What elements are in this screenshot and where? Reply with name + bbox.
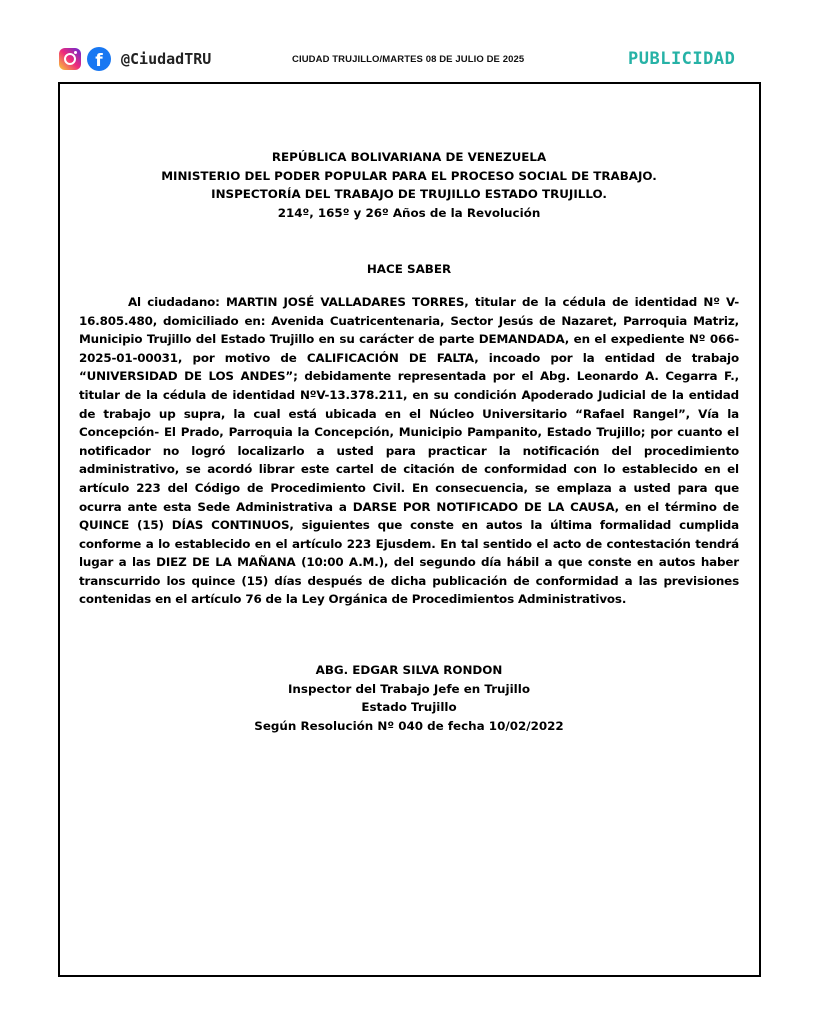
heading-line-ministry: MINISTERIO DEL PODER POPULAR PARA EL PROCESO SOCIAL DE TRABAJO. bbox=[161, 168, 657, 183]
hace-saber-title: HACE SABER bbox=[366, 262, 452, 277]
page-header bbox=[0, 0, 819, 82]
facebook-icon[interactable]: f bbox=[87, 47, 111, 71]
signature-title: Inspector del Trabajo Jefe en Trujillo bbox=[288, 681, 530, 696]
heading-line-years: 214º, 165º y 26º Años de la Revolución bbox=[277, 205, 541, 220]
instagram-icon[interactable] bbox=[59, 48, 81, 70]
notice-heading bbox=[79, 148, 739, 222]
signature-block bbox=[79, 661, 739, 735]
signature-name: ABG. EDGAR SILVA RONDON bbox=[315, 663, 503, 678]
dateline: CIUDAD TRUJILLO/MARTES 08 DE JULIO DE 2025 bbox=[292, 54, 525, 65]
heading-line-republic: REPÚBLICA BOLIVARIANA DE VENEZUELA bbox=[271, 150, 547, 164]
social-handle[interactable]: @CiudadTRU bbox=[121, 50, 212, 68]
heading-line-inspectorate: INSPECTORÍA DEL TRABAJO DE TRUJILLO ESTADO TRUJILLO. bbox=[211, 187, 607, 202]
notice-body: Al ciudadano: MARTIN JOSÉ VALLADARES TORRES, titular de la cédula de identidad Nº V-16.805.480, domiciliado en: Avenida Cuatricentenaria, Sector Jesús de Nazaret, Parroquia Matriz, Municipio Trujillo del Estado Trujillo en su carácter de parte DEMANDADA, en el expediente Nº 066-2025-01-00031, por motivo de CALIFICACIÓN DE FALTA, incoado por la entidad de trabajo “UNIVERSIDAD DE LOS ANDES”; debidamente representada por el Abg. Leonardo A. Cegarra F., titular de la cédula de identidad NºV-13.378.211, en su condición Apoderado Judicial de la entidad de trabajo up supra, la cual está ubicada en el Núcleo Universitario “Rafael Rangel”, Vía la Concepción- El Prado, Parroquia la Concepción, Municipio Pampanito, Estado Trujillo; por cuanto el notificador no logró localizarlo a usted para practicar la notificación del procedimiento administrativo, se acordó librar este cartel de citación de conformidad con lo establecido en el artículo 223 del Código de Procedimiento Civil. En consecuencia, se emplaza a usted para que ocurra ante esta Sede Administrativa a DARSE POR NOTIFICADO DE LA CAUSA, en el término de QUINCE (15) DÍAS CONTINUOS, siguientes que conste en autos la última formalidad cumplida conforme a lo establecido en el artículo 223 Ejusdem. En tal sentido el acto de contestación tendrá lugar a las DIEZ DE LA MAÑANA (10:00 A.M.), del segundo día hábil a que conste en autos haber transcurrido los quince (15) días después de dicha publicación de conformidad a las previsiones contenidas en el artículo 76 de la Ley Orgánica de Procedimientos Administrativos. bbox=[79, 294, 739, 607]
signature-state: Estado Trujillo bbox=[361, 700, 457, 715]
signature-resolution: Según Resolución Nº 040 de fecha 10/02/2022 bbox=[254, 718, 564, 733]
notice-content bbox=[79, 148, 739, 735]
publicidad-label: PUBLICIDAD bbox=[628, 49, 736, 69]
